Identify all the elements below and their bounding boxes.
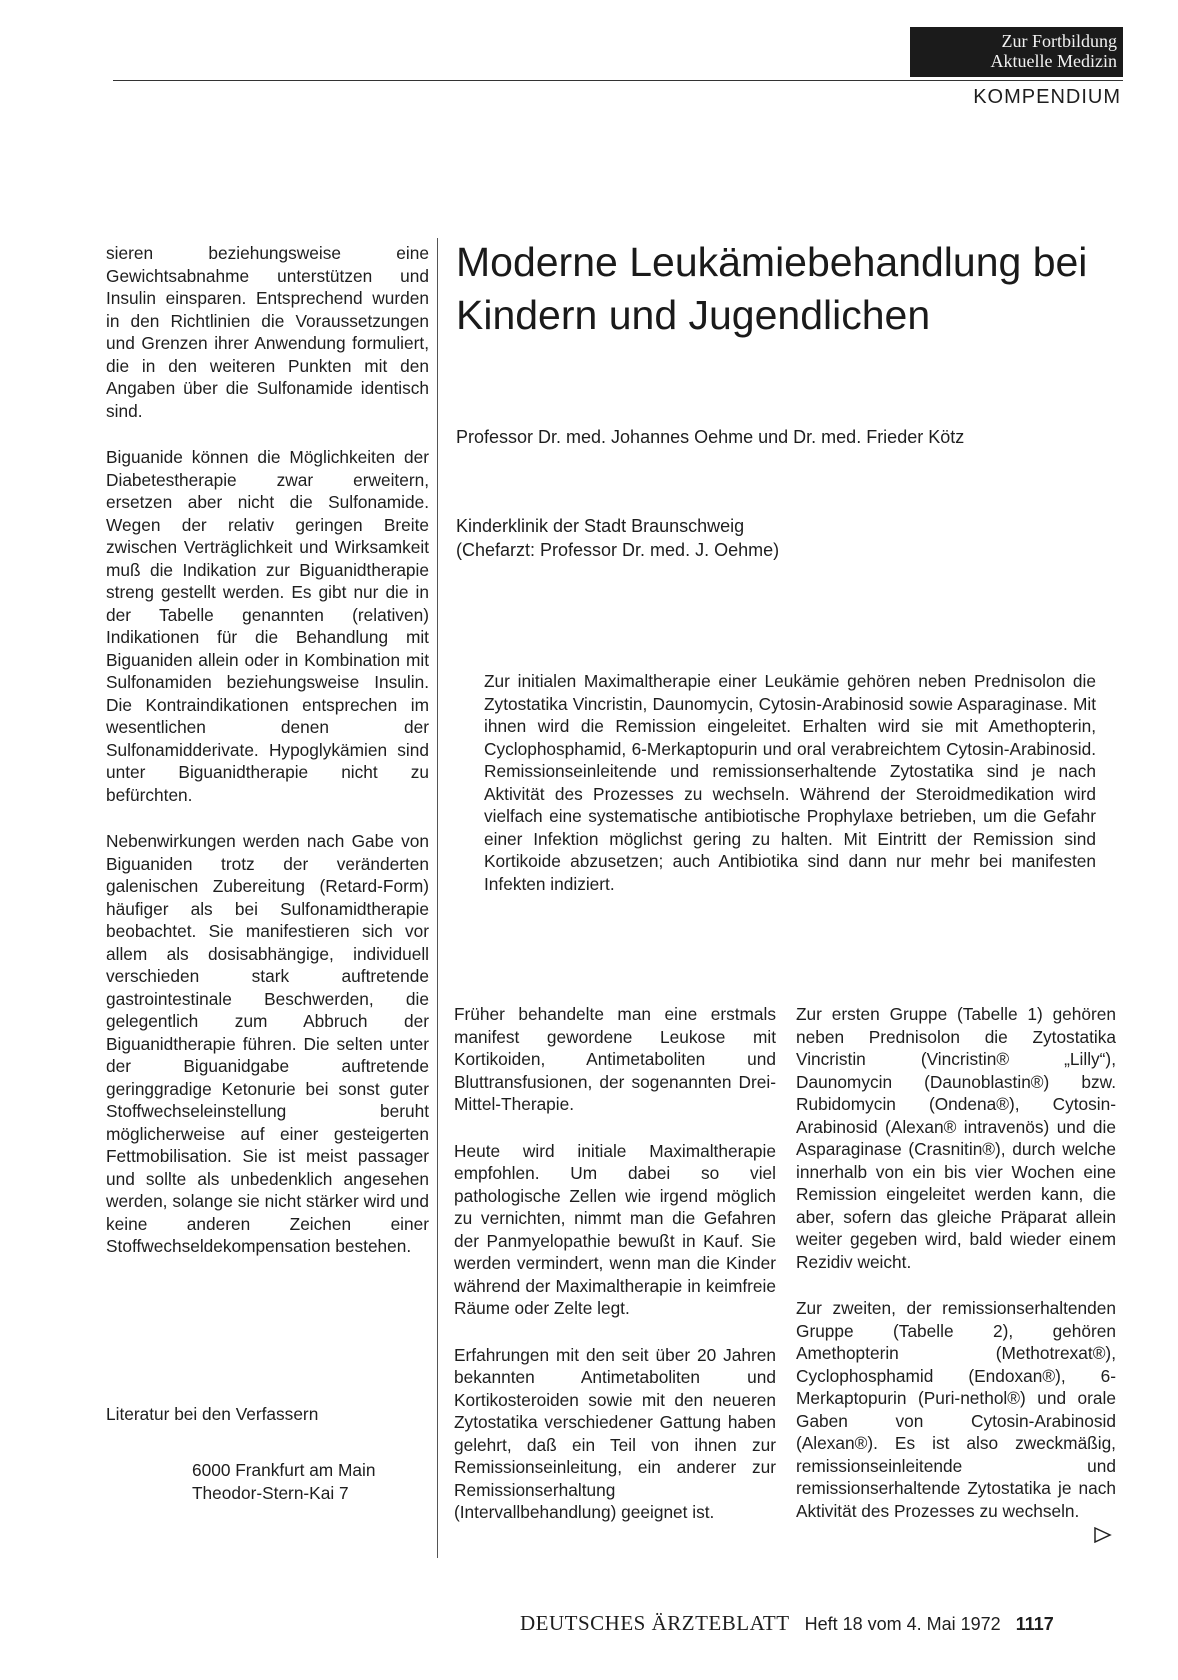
affiliation-line-2: (Chefarzt: Professor Dr. med. J. Oehme) xyxy=(456,540,780,560)
previous-paragraph-3: Nebenwirkungen werden nach Gabe von Biguaniden trotz der veränderten galenischen Zubereitung (Retard-Form) häufiger als bei Sulfonamidtherapie beobachtet. Sie manifestieren sich vor allem als dosisabhängige, individuell verschieden stark auftretende gastrointestinale Beschwerden, die gelegentlich zum Abbruch der Biguanidtherapie führen. Die selten unter der Biguanidgabe auftretende geringgradige Ketonurie bei sonst guter Stoffwechseleinstellung beruht möglicherweise auf einer gesteigerten Fettmobilisation. Sie ist meist passager und sollte als unbedenklich angesehen werden, solange sie nicht stärker wird und keine anderen Zeichen einer Stoffwechseldekompensation bestehen. xyxy=(106,831,429,1256)
column-divider xyxy=(437,238,438,1558)
body-paragraph-1: Früher behandelte man eine erstmals manifest gewordene Leukose mit Kortikoiden, Antimetaboliten und Bluttransfusionen, der sogenannten Drei-Mittel-Therapie. xyxy=(454,1004,776,1114)
article-authors: Professor Dr. med. Johannes Oehme und Dr. med. Frieder Kötz xyxy=(456,427,965,447)
address-line-1: 6000 Frankfurt am Main xyxy=(192,1460,376,1480)
body-paragraph-2: Heute wird initiale Maximaltherapie empfohlen. Um dabei so viel pathologische Zellen wie irgend möglich zu vernichten, nimmt man die Gefahren der Panmyelopathie bewußt in Kauf. Sie werden vermindert, wenn man die Kinder während der Maximaltherapie in keimfreie Räume oder Zelte legt. xyxy=(454,1140,776,1318)
author-address xyxy=(192,1459,375,1504)
badge-line-1: Zur Fortbildung xyxy=(1001,31,1117,51)
triangle-right-icon xyxy=(1094,1527,1112,1548)
body-paragraph-5: Zur zweiten, der remissionserhaltenden Gruppe (Tabelle 2), gehören Amethopterin (Methotrexat®), Cyclophosphamid (Endoxan®), 6-Merkaptopurin (Puri-nethol®) und orale Gaben von Cytosin-Arabinosid (Alexan®). Es ist also zweckmäßig, remissionseinleitende und remissionserhaltende Zytostatika je nach Aktivität des Prozesses zu wechseln. xyxy=(796,1298,1116,1521)
literature-note: Literatur bei den Verfassern xyxy=(106,1404,319,1424)
article-affiliation xyxy=(456,514,779,562)
body-paragraph-3: Erfahrungen mit den seit über 20 Jahren bekannten Antimetaboliten und Kortikosteroiden sowie mit den neueren Zytostatika verschiedener Gattung haben gelehrt, daß ein Teil von ihnen zur Remissionseinleitung, ein anderer zur Remissionserhaltung (Intervallbehandlung) geeignet ist. xyxy=(454,1344,776,1522)
body-paragraph-4: Zur ersten Gruppe (Tabelle 1) gehören neben Prednisolon die Zytostatika Vincristin (Vincristin® „Lilly“), Daunomycin (Daunoblastin®) bzw. Rubidomycin (Ondena®), Cytosin-Arabinosid (Alexan® intravenös) und die Asparaginase (Crasnitin®), durch welche innerhalb von ein bis vier Wochen eine Remission eingeleitet werden kann, die aber, sofern das gleiche Präparat allein weiter gegeben wird, bald wieder einem Rezidiv weicht. xyxy=(796,1004,1116,1272)
article-column-1 xyxy=(454,1003,776,1548)
header-rule xyxy=(113,80,1123,81)
previous-article-column xyxy=(106,242,429,1282)
address-line-2: Theodor-Stern-Kai 7 xyxy=(192,1482,349,1503)
article-abstract: Zur initialen Maximaltherapie einer Leukämie gehören neben Prednisolon die Zytostatika Vincristin, Daunomycin, Cytosin-Arabinosid sowie Asparaginase. Mit ihnen wird die Remission eingeleitet. Erhalten wird sie mit Amethopterin, Cyclophosphamid, 6-Merkaptopurin und oral verabreichtem Cytosin-Arabinosid. Remissionseinleitende und remissionserhaltende Zytostatika sind je nach Aktivität des Prozesses zu wechseln. Während der Steroidmedikation wird vielfach eine systematische antibiotische Prophylaxe betrieben, um die Gefahr einer Infektion möglichst gering zu halten. Mit Eintritt der Remission sind Kortikoide abzusetzen; auch Antibiotika sind dann nur mehr bei manifesten Infekten indiziert. xyxy=(484,671,1096,894)
previous-paragraph-2: Biguanide können die Möglichkeiten der Diabetestherapie zwar erweitern, ersetzen aber nicht die Sulfonamide. Wegen der relativ geringen Breite zwischen Verträglichkeit und Wirksamkeit muß die Indikation zur Biguanidtherapie streng gestellt werden. Es gibt nur die in der Tabelle genannten (relativen) Indikationen für die Behandlung mit Biguaniden allein oder in Kombination mit Sulfonamiden beziehungsweise Insulin. Die Kontraindikationen entsprechen im wesentlichen denen der Sulfonamidderivate. Hypoglykämien sind unter Biguanidtherapie nicht zu befürchten. xyxy=(106,447,429,805)
page-footer xyxy=(520,1611,1054,1636)
issue-info: Heft 18 vom 4. Mai 1972 xyxy=(804,1614,1001,1634)
article-column-2 xyxy=(796,1003,1116,1546)
section-badge xyxy=(910,27,1123,77)
affiliation-line-1: Kinderklinik der Stadt Braunschweig xyxy=(456,516,745,536)
previous-paragraph-1: sieren beziehungsweise eine Gewichtsabnahme unterstützen und Insulin einsparen. Entsprechend wurden in den Richtlinien die Voraussetzungen und Grenzen ihrer Anwendung formuliert, die in den weiteren Punkten mit den Angaben über die Sulfonamide identisch sind. xyxy=(106,243,429,421)
article-title: Moderne Leukämiebehandlung bei Kindern und Jugendlichen xyxy=(456,239,1088,338)
badge-line-2: Aktuelle Medizin xyxy=(990,51,1117,71)
section-label: KOMPENDIUM xyxy=(973,86,1121,108)
page-number: 1117 xyxy=(1015,1614,1054,1634)
journal-name: DEUTSCHES ÄRZTEBLATT xyxy=(520,1611,790,1635)
